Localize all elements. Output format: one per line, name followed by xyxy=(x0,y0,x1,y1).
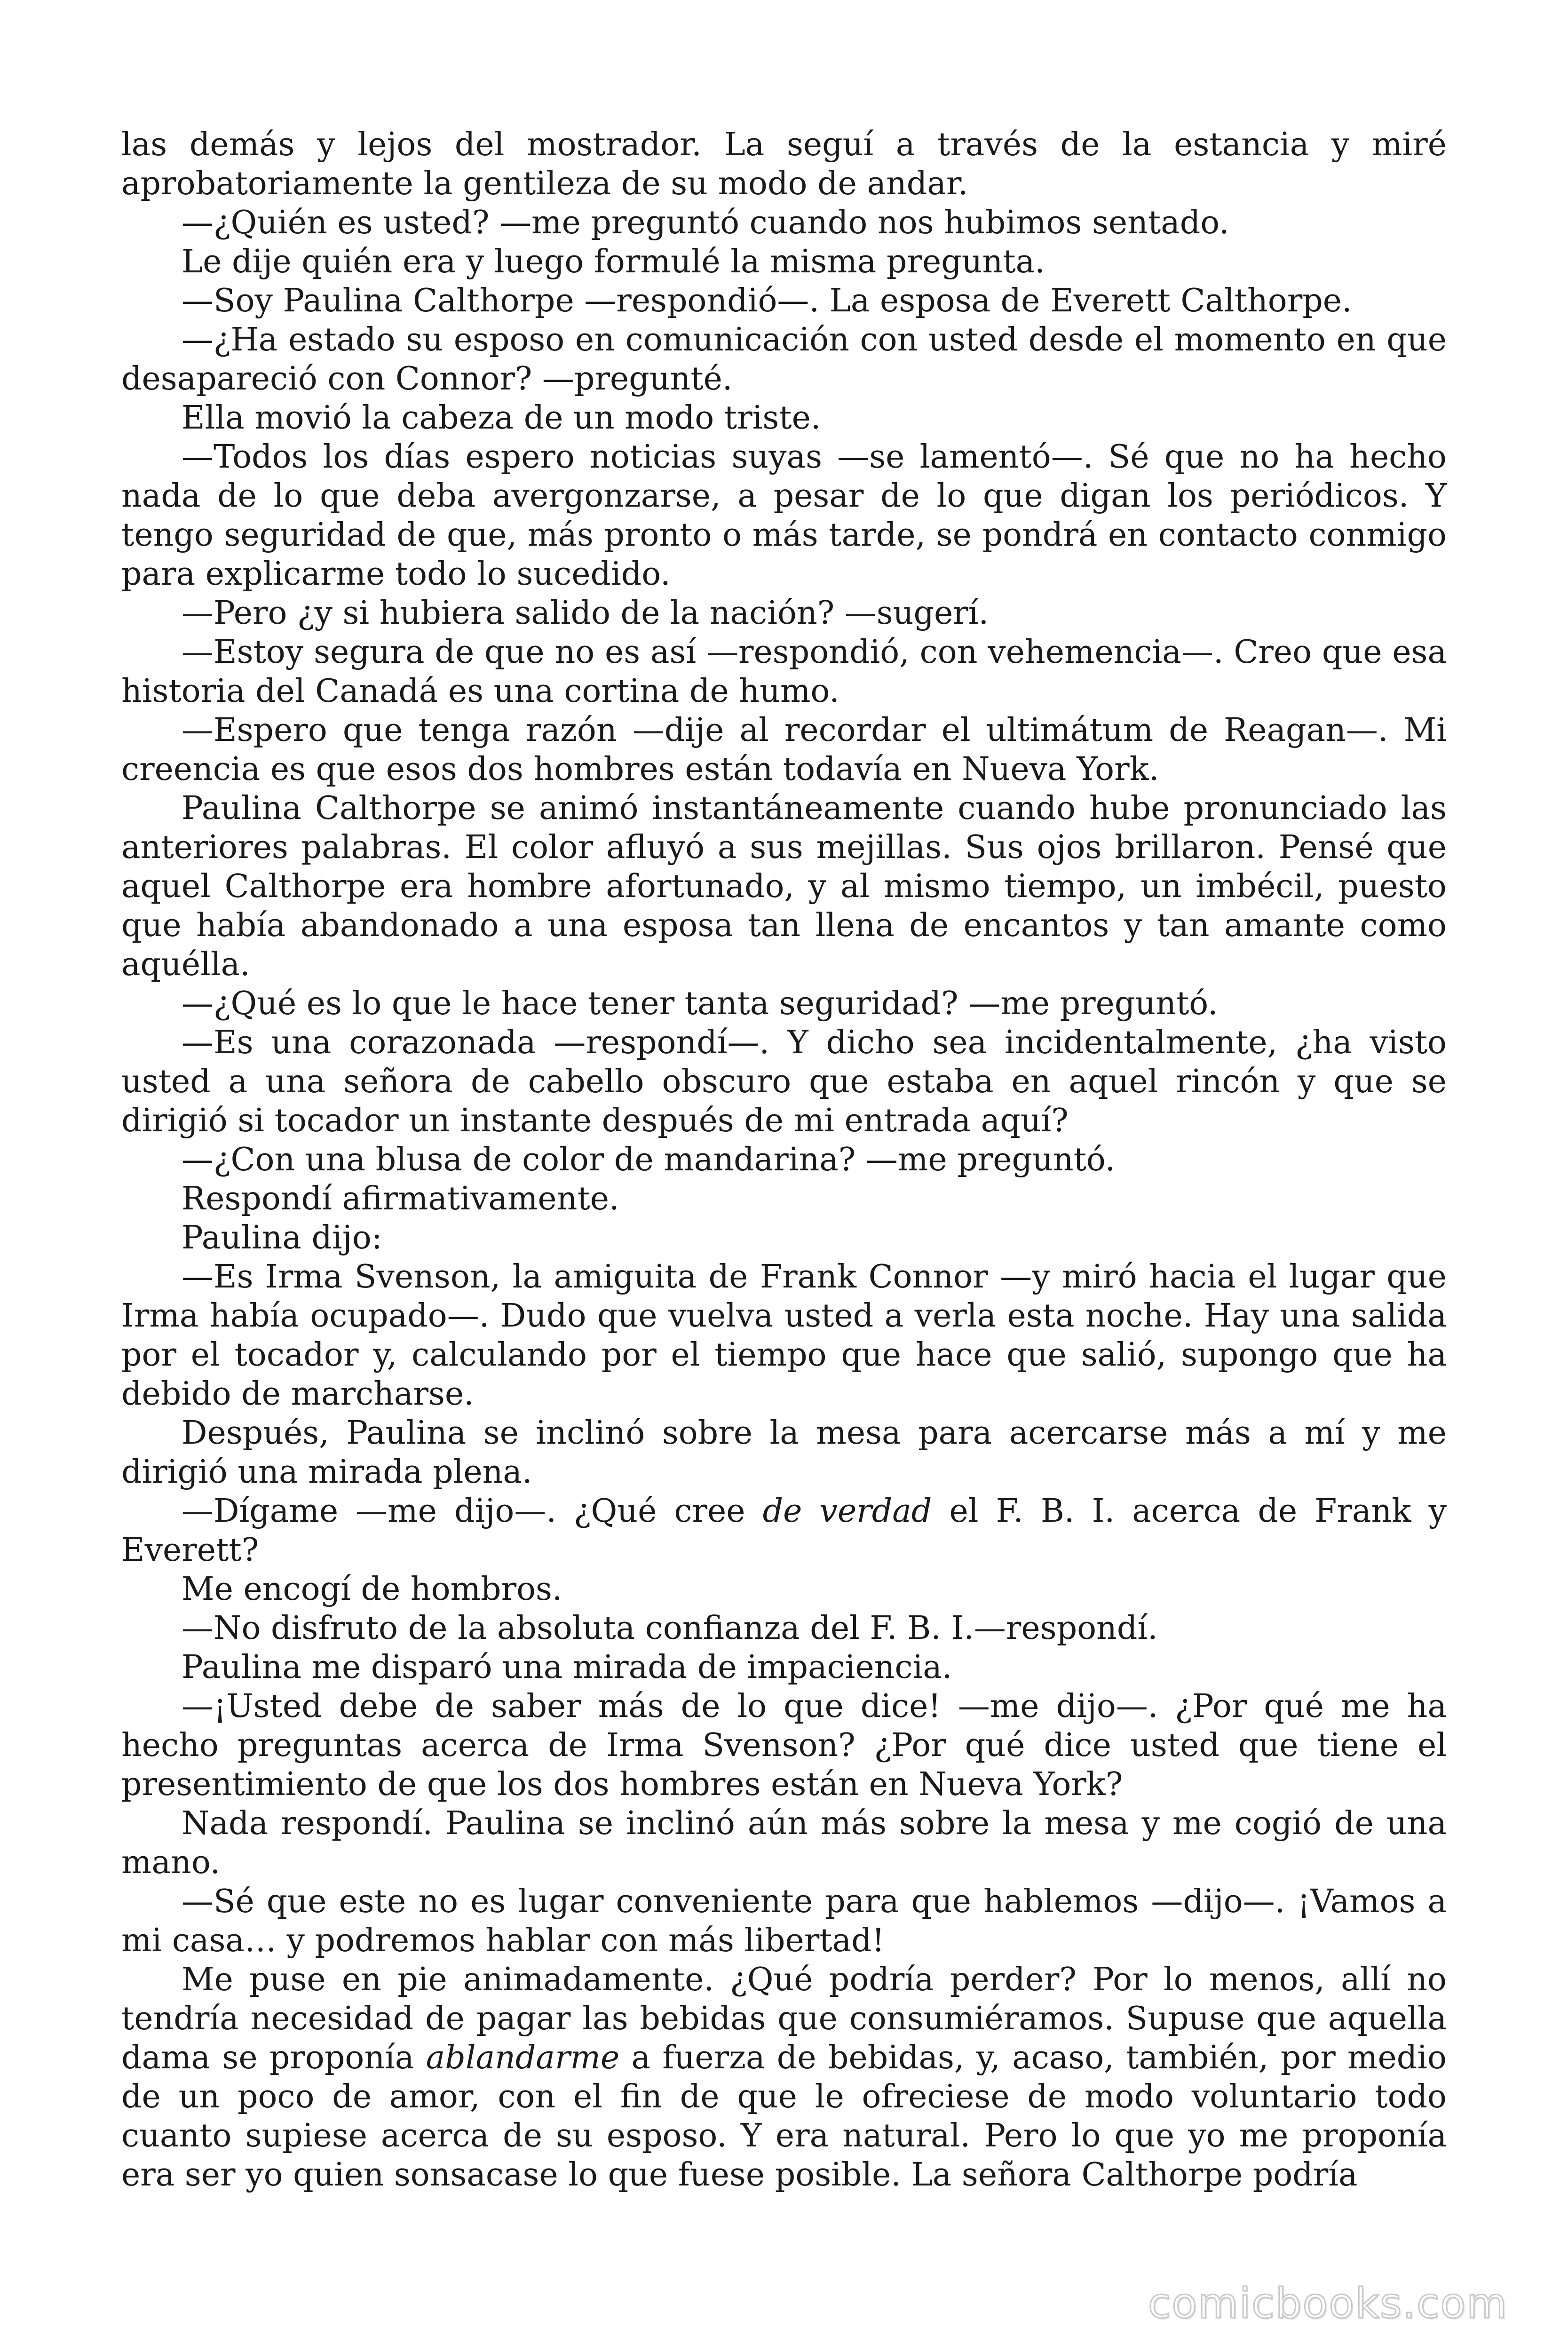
paragraph: —¿Quién es usted? —me preguntó cuando nos hubimos sentado. xyxy=(182,204,1229,241)
paragraph: —¿Con una blusa de color de mandarina? —me preguntó. xyxy=(182,1141,1116,1178)
text-run: —Dígame —me dijo—. ¿Qué cree xyxy=(182,1493,763,1530)
paragraph: —Todos los días espero noticias suyas —se lamentó—. Sé que no ha hecho nada de lo que deba avergonzarse, a pesar de lo que digan los periódicos. Y tengo seguridad de que, más pronto o más tarde, se pondrá en contacto conmigo para explicarme todo lo sucedido. xyxy=(121,438,1447,593)
paragraph: —Soy Paulina Calthorpe —respondió—. La esposa de Everett Calthorpe. xyxy=(182,282,1352,319)
paragraph: —¿Qué es lo que le hace tener tanta seguridad? —me preguntó. xyxy=(182,985,1218,1022)
paragraph: —No disfruto de la absoluta confianza del F. B. I.—respondí. xyxy=(182,1610,1158,1647)
paragraph: —Es Irma Svenson, la amiguita de Frank Connor —y miró hacia el lugar que Irma había ocupado—. Dudo que vuelva usted a verla esta noche. Hay una salida por el tocador y, calculando por el tiempo que hace que salió, supongo que ha debido de marcharse. xyxy=(121,1258,1447,1413)
paragraph: Después, Paulina se inclinó sobre la mesa para acercarse más a mí y me dirigió una mirada plena. xyxy=(121,1414,1447,1491)
body-text xyxy=(121,125,1447,2194)
paragraph: —¡Usted debe de saber más de lo que dice! —me dijo—. ¿Por qué me ha hecho preguntas acerca de Irma Svenson? ¿Por qué dice usted que tiene el presentimiento de que los dos hombres están en Nueva York? xyxy=(121,1688,1447,1803)
text-run: el F. B. I. acerca de Frank y Everett? xyxy=(121,1493,1447,1569)
paragraph: —Espero que tenga razón —dije al recordar el ultimátum de Reagan—. Mi creencia es que esos dos hombres están todavía en Nueva York. xyxy=(121,712,1447,788)
paragraph xyxy=(121,1492,1447,1570)
paragraph: Paulina me disparó una mirada de impaciencia. xyxy=(182,1649,952,1686)
paragraph: —¿Ha estado su esposo en comunicación con usted desde el momento en que desapareció con Connor? —pregunté. xyxy=(121,321,1447,397)
paragraph: Me encogí de hombros. xyxy=(182,1571,562,1608)
paragraph: —Sé que este no es lugar conveniente para que hablemos —dijo—. ¡Vamos a mi casa… y podremos hablar con más libertad! xyxy=(121,1883,1447,1959)
paragraph: —Es una corazonada —respondí—. Y dicho sea incidentalmente, ¿ha visto usted a una señora de cabello obscuro que estaba en aquel rincón y que se dirigió si tocador un instante después de mi entrada aquí? xyxy=(121,1024,1447,1139)
text-run: Me puse en pie animadamente. ¿Qué podría perder? Por lo menos, allí no tendría necesidad de pagar las bebidas que consumiéramos. Supuse que aquella dama se proponía xyxy=(121,1961,1447,2076)
paragraph: —Pero ¿y si hubiera salido de la nación? —sugerí. xyxy=(182,595,989,632)
paragraph: Le dije quién era y luego formulé la misma pregunta. xyxy=(182,243,1045,280)
paragraph: las demás y lejos del mostrador. La seguí a través de la estancia y miré aprobatoriamente la gentileza de su modo de andar. xyxy=(121,126,1447,202)
paragraph: Paulina Calthorpe se animó instantáneamente cuando hube pronunciado las anteriores palabras. El color afluyó a sus mejillas. Sus ojos brillaron. Pensé que aquel Calthorpe era hombre afortunado, y al mismo tiempo, un imbécil, puesto que había abandonado a una esposa tan llena de encantos y tan amante como aquélla. xyxy=(121,790,1447,983)
text-run: a fuerza de bebidas, y, acaso, también, por medio de un poco de amor, con el fin de que le ofreciese de modo voluntario todo cuanto supiese acerca de su esposo. Y era natural. Pero lo que yo me proponía era ser yo quien sonsacase lo que fuese posible. La señora Calthorpe podría xyxy=(121,2039,1447,2193)
paragraph: Ella movió la cabeza de un modo triste. xyxy=(182,399,821,437)
watermark: comicbooks.com xyxy=(1148,2279,1508,2328)
paragraph xyxy=(121,1960,1447,2194)
paragraph: Nada respondí. Paulina se inclinó aún más sobre la mesa y me cogió de una mano. xyxy=(121,1805,1447,1881)
italic-emphasis: de verdad xyxy=(762,1493,932,1530)
paragraph: Respondí afirmativamente. xyxy=(182,1180,619,1217)
italic-emphasis: ablandarme xyxy=(426,2039,620,2076)
paragraph: —Estoy segura de que no es así —respondió, con vehemencia—. Creo que esa historia del Canadá es una cortina de humo. xyxy=(121,634,1447,710)
paragraph: Paulina dijo: xyxy=(182,1219,382,1256)
